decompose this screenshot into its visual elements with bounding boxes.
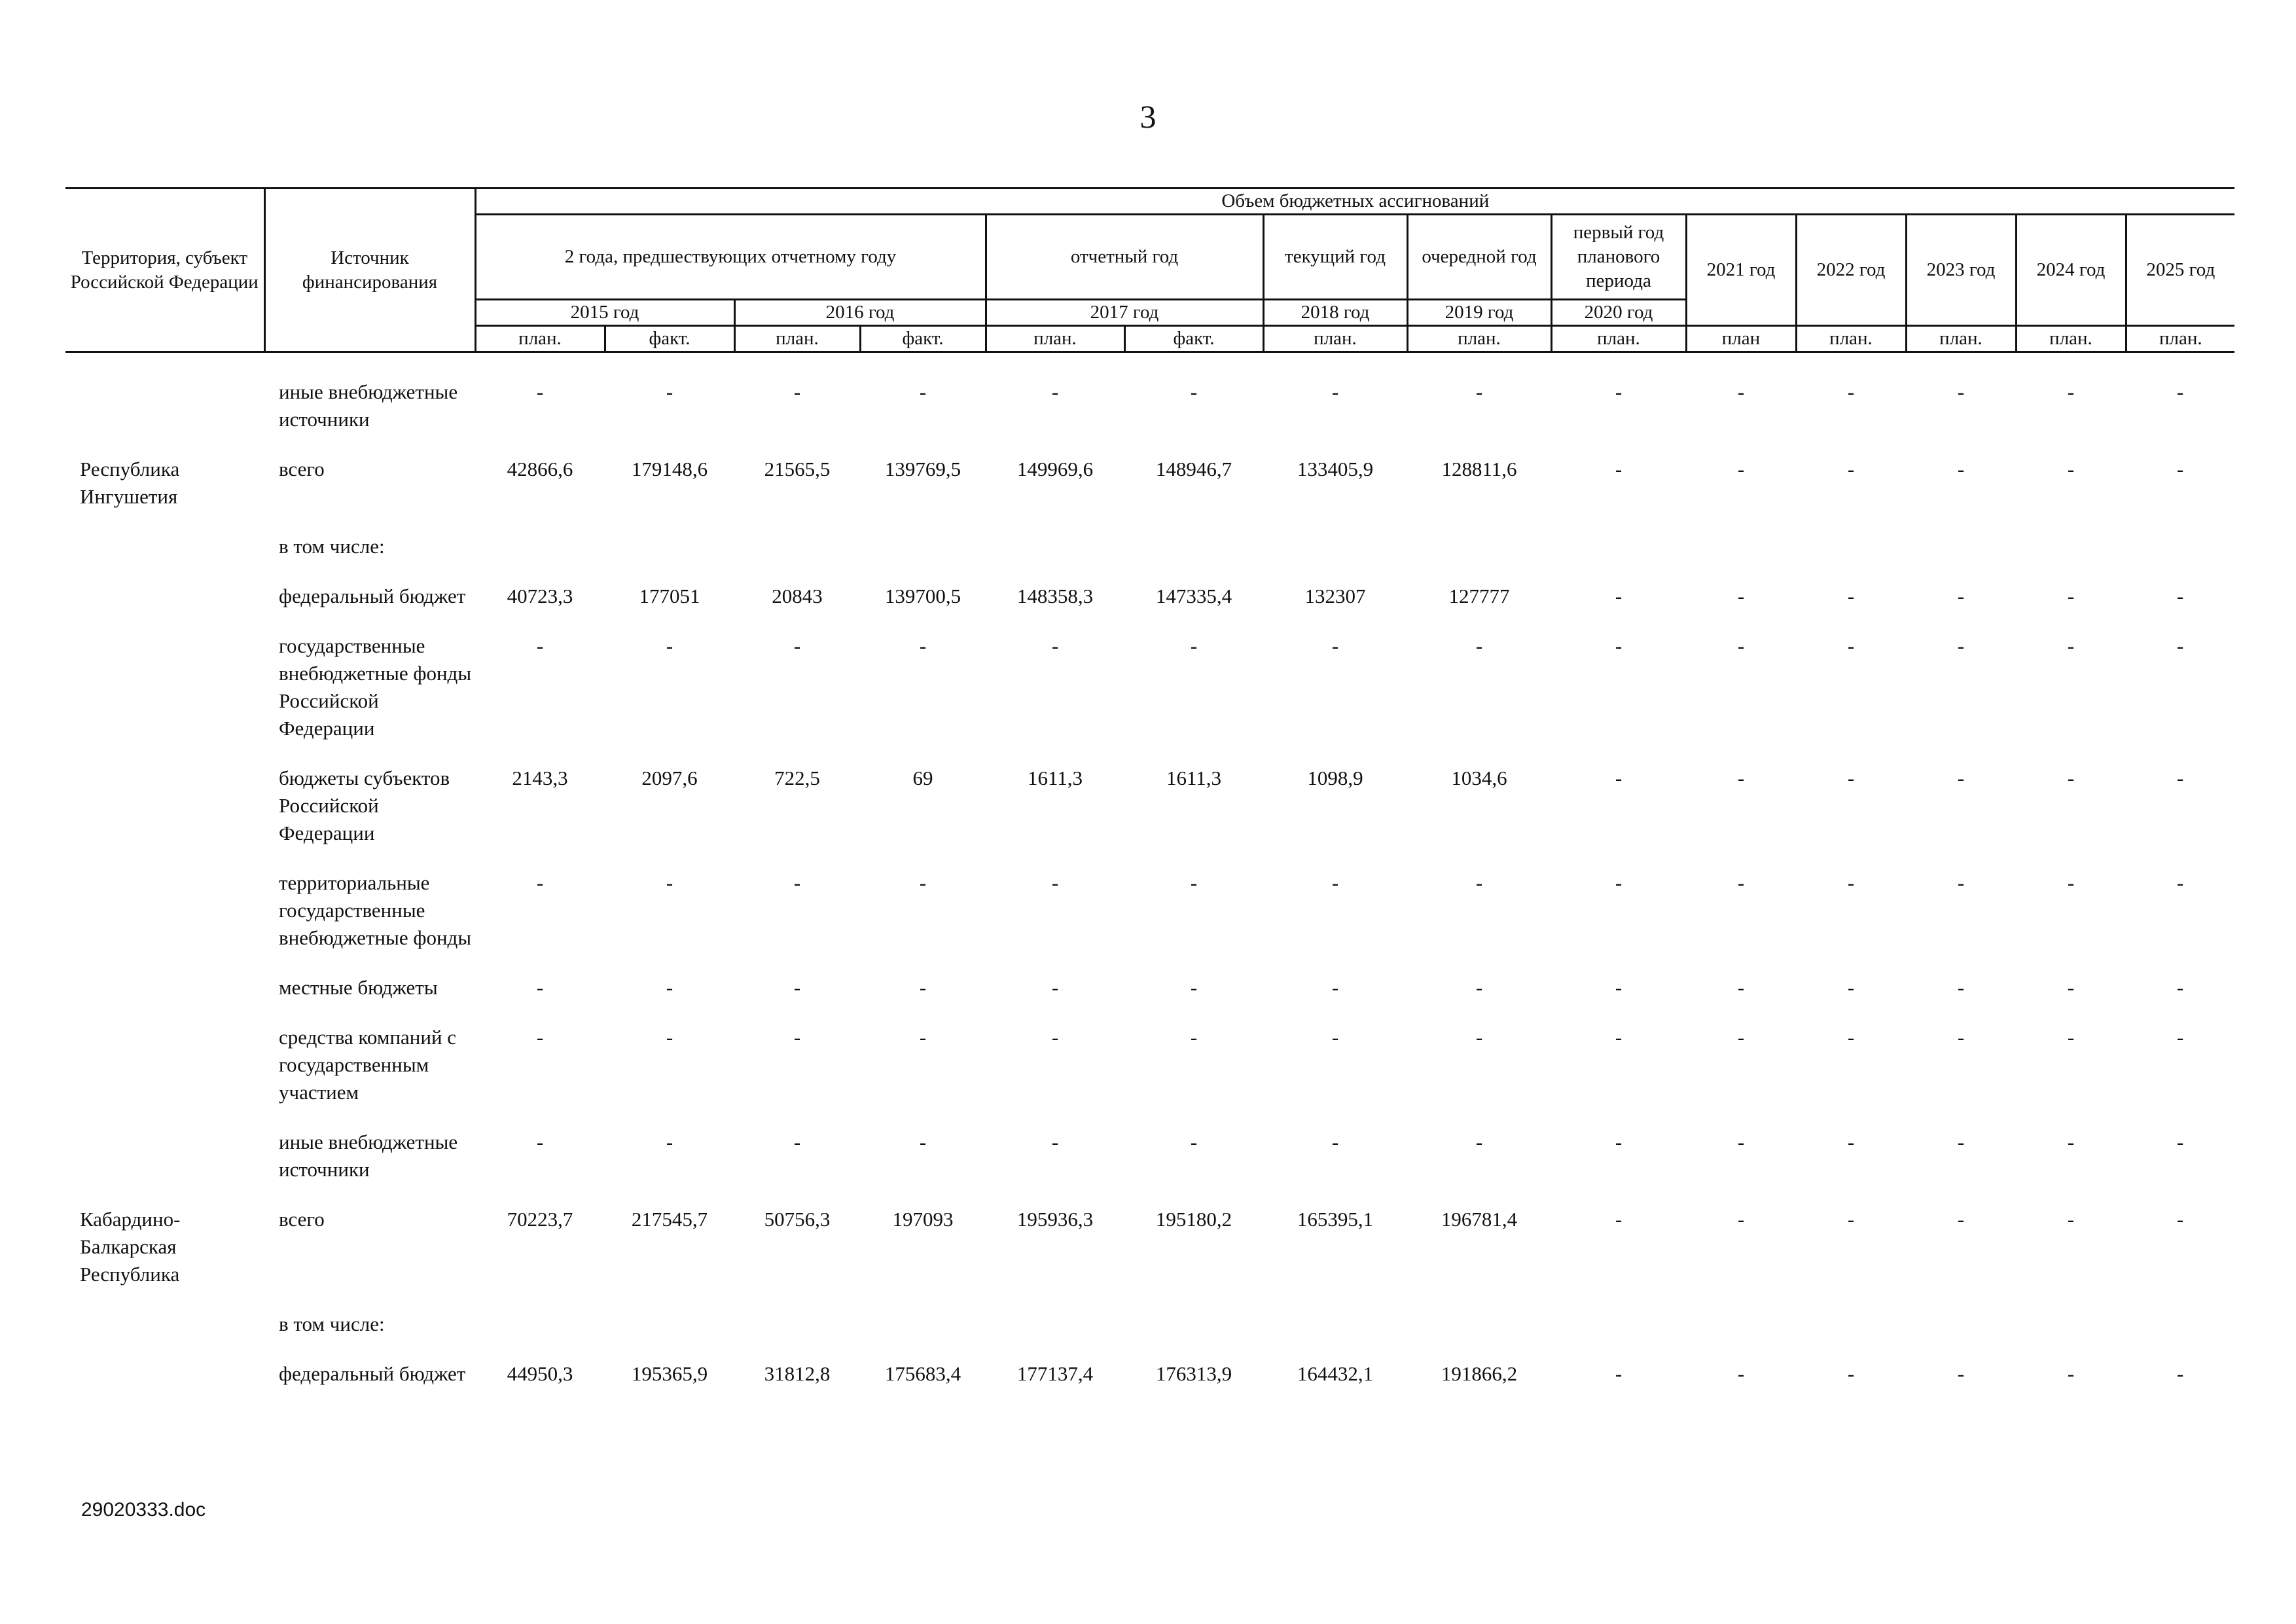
value-cell: 69: [912, 767, 933, 789]
header-reporting-year: отчетный год: [986, 215, 1263, 300]
header-volume: Объем бюджетных ассигнований: [475, 189, 2234, 215]
value-cell: -: [2176, 1362, 2184, 1385]
value-cell: 148946,7: [1155, 458, 1232, 480]
value-cell: -: [1331, 976, 1339, 999]
source-cell: иные внебюджетные источники: [279, 380, 458, 431]
header-sub: план.: [2126, 326, 2234, 352]
row-spacer: [65, 610, 2234, 627]
source-cell: федеральный бюджет: [279, 585, 466, 607]
value-cell: 195365,9: [631, 1362, 708, 1385]
value-cell: -: [1737, 585, 1745, 607]
territory-cell: [65, 528, 264, 560]
value-cell: [2016, 1305, 2126, 1338]
value-cell: -: [2176, 871, 2184, 894]
value-cell: -: [1331, 634, 1339, 657]
header-sub: план: [1686, 326, 1796, 352]
header-first-planning-year: первый год планового периода: [1551, 215, 1686, 300]
value-cell: -: [1737, 976, 1745, 999]
value-cell: -: [2067, 1208, 2075, 1231]
value-cell: 197093: [892, 1208, 954, 1231]
value-cell: 1098,9: [1307, 767, 1363, 789]
value-cell: -: [793, 976, 801, 999]
value-cell: [1796, 528, 1906, 560]
value-cell: -: [2067, 380, 2075, 403]
value-cell: [475, 1305, 605, 1338]
table-body: [65, 378, 2234, 1405]
table-header: [65, 187, 2234, 353]
value-cell: [734, 1305, 860, 1338]
value-cell: -: [919, 1130, 927, 1153]
value-cell: -: [1615, 1362, 1623, 1385]
header-territory: Территория, субъект Российской Федерации: [65, 189, 264, 352]
value-cell: -: [2067, 458, 2075, 480]
value-cell: [1906, 1305, 2016, 1338]
value-cell: -: [1615, 634, 1623, 657]
value-cell: 139769,5: [884, 458, 961, 480]
value-cell: -: [1737, 1362, 1745, 1385]
value-cell: [1407, 528, 1551, 560]
value-cell: -: [1051, 1130, 1059, 1153]
value-cell: 2097,6: [641, 767, 698, 789]
value-cell: -: [2067, 585, 2075, 607]
value-cell: [605, 1305, 734, 1338]
value-cell: 132307: [1304, 585, 1366, 607]
territory-cell: [65, 1123, 264, 1183]
value-cell: -: [919, 634, 927, 657]
value-cell: -: [1615, 1130, 1623, 1153]
value-cell: -: [1957, 634, 1965, 657]
value-cell: -: [2176, 1026, 2184, 1049]
value-cell: 176313,9: [1155, 1362, 1232, 1385]
row-spacer-cell: [65, 1288, 2234, 1305]
value-cell: -: [1615, 458, 1623, 480]
value-cell: 44950,3: [507, 1362, 573, 1385]
value-cell: -: [1737, 634, 1745, 657]
value-cell: 20843: [772, 585, 823, 607]
header-sub: план.: [1796, 326, 1906, 352]
value-cell: -: [1957, 767, 1965, 789]
source-cell: бюджеты субъектов Российской Федерации: [279, 767, 450, 844]
value-cell: -: [1847, 1130, 1855, 1153]
value-cell: [1551, 1305, 1686, 1338]
table-row: [65, 1355, 2234, 1388]
value-cell: -: [1737, 1130, 1745, 1153]
row-spacer: [65, 1183, 2234, 1200]
value-cell: -: [1331, 380, 1339, 403]
value-cell: -: [793, 380, 801, 403]
value-cell: -: [1847, 634, 1855, 657]
value-cell: 70223,7: [507, 1208, 573, 1231]
value-cell: -: [1847, 458, 1855, 480]
territory-cell: [65, 1355, 264, 1388]
row-spacer: [65, 1338, 2234, 1355]
value-cell: -: [1475, 380, 1483, 403]
header-sub: факт.: [605, 326, 734, 352]
header-2015: 2015 год: [475, 300, 734, 326]
header-2025: 2025 год: [2126, 215, 2234, 326]
value-cell: 149969,6: [1016, 458, 1094, 480]
value-cell: -: [1847, 380, 1855, 403]
value-cell: [986, 528, 1124, 560]
row-spacer: [65, 847, 2234, 864]
header-sub: план.: [1551, 326, 1686, 352]
source-cell: в том числе:: [279, 535, 385, 558]
value-cell: -: [1615, 1026, 1623, 1049]
value-cell: [1263, 1305, 1407, 1338]
value-cell: 195936,3: [1016, 1208, 1094, 1231]
header-2020: 2020 год: [1551, 300, 1686, 326]
header-2017: 2017 год: [986, 300, 1263, 326]
value-cell: 196781,4: [1441, 1208, 1518, 1231]
row-spacer-cell: [65, 610, 2234, 627]
value-cell: [734, 528, 860, 560]
table-row: [65, 864, 2234, 952]
value-cell: 2143,3: [512, 767, 568, 789]
row-spacer: [65, 511, 2234, 528]
row-spacer-cell: [65, 1183, 2234, 1200]
table-row: [65, 577, 2234, 610]
value-cell: -: [1957, 380, 1965, 403]
value-cell: -: [1737, 1208, 1745, 1231]
value-cell: 164432,1: [1297, 1362, 1374, 1385]
value-cell: [860, 1305, 986, 1338]
value-cell: -: [1847, 871, 1855, 894]
value-cell: -: [2176, 585, 2184, 607]
value-cell: [1906, 528, 2016, 560]
value-cell: -: [1737, 1026, 1745, 1049]
value-cell: -: [666, 976, 673, 999]
value-cell: 31812,8: [764, 1362, 831, 1385]
table-row: [65, 969, 2234, 1001]
territory-cell: [65, 969, 264, 1001]
value-cell: -: [1737, 767, 1745, 789]
value-cell: 148358,3: [1016, 585, 1094, 607]
value-cell: -: [2067, 634, 2075, 657]
value-cell: -: [666, 634, 673, 657]
header-2022: 2022 год: [1796, 215, 1906, 326]
value-cell: -: [536, 871, 544, 894]
value-cell: -: [1615, 767, 1623, 789]
value-cell: 217545,7: [631, 1208, 708, 1231]
value-cell: -: [1847, 1362, 1855, 1385]
header-2016: 2016 год: [734, 300, 986, 326]
value-cell: [475, 528, 605, 560]
value-cell: -: [1615, 585, 1623, 607]
value-cell: -: [1957, 1208, 1965, 1231]
value-cell: 165395,1: [1297, 1208, 1374, 1231]
header-next-year: очередной год: [1407, 215, 1551, 300]
header-2023: 2023 год: [1906, 215, 2016, 326]
value-cell: -: [536, 1130, 544, 1153]
value-cell: -: [1957, 585, 1965, 607]
value-cell: [1407, 1305, 1551, 1338]
value-cell: -: [919, 1026, 927, 1049]
value-cell: -: [2067, 976, 2075, 999]
value-cell: -: [793, 871, 801, 894]
value-cell: -: [2067, 767, 2075, 789]
source-cell: в том числе:: [279, 1312, 385, 1335]
table-row: [65, 1019, 2234, 1106]
row-spacer-cell: [65, 1001, 2234, 1019]
source-cell: иные внебюджетные источники: [279, 1130, 458, 1181]
table-row: [65, 627, 2234, 742]
value-cell: [1796, 1305, 1906, 1338]
value-cell: 177137,4: [1016, 1362, 1094, 1385]
value-cell: [860, 528, 986, 560]
row-spacer: [65, 1106, 2234, 1123]
territory-cell: [65, 627, 264, 742]
value-cell: -: [1737, 871, 1745, 894]
value-cell: -: [666, 871, 673, 894]
value-cell: -: [919, 976, 927, 999]
value-cell: 722,5: [774, 767, 820, 789]
territory-cell: Республика Ингушетия: [80, 458, 180, 508]
value-cell: 179148,6: [631, 458, 708, 480]
header-sub: план.: [475, 326, 605, 352]
source-cell: всего: [279, 458, 325, 480]
value-cell: 1034,6: [1451, 767, 1507, 789]
value-cell: -: [1737, 458, 1745, 480]
row-spacer-cell: [65, 511, 2234, 528]
value-cell: -: [1847, 585, 1855, 607]
value-cell: 42866,6: [507, 458, 573, 480]
header-2019: 2019 год: [1407, 300, 1551, 326]
value-cell: -: [1475, 1026, 1483, 1049]
value-cell: -: [1957, 458, 1965, 480]
value-cell: -: [1190, 1026, 1198, 1049]
value-cell: -: [1331, 1130, 1339, 1153]
territory-cell: [65, 378, 264, 433]
header-sub: факт.: [1124, 326, 1263, 352]
value-cell: -: [666, 380, 673, 403]
header-sub: план.: [1263, 326, 1407, 352]
table-row: [65, 378, 2234, 433]
row-spacer: [65, 1001, 2234, 1019]
value-cell: -: [919, 380, 927, 403]
value-cell: -: [1957, 1026, 1965, 1049]
value-cell: [1124, 1305, 1263, 1338]
table-row: [65, 450, 2234, 511]
value-cell: -: [2176, 458, 2184, 480]
header-sub: план.: [734, 326, 860, 352]
value-cell: -: [2067, 1362, 2075, 1385]
row-spacer-cell: [65, 1388, 2234, 1405]
territory-cell: [65, 1305, 264, 1338]
value-cell: 128811,6: [1441, 458, 1517, 480]
row-spacer-cell: [65, 742, 2234, 759]
row-spacer-cell: [65, 1106, 2234, 1123]
table-row: [65, 759, 2234, 847]
value-cell: -: [1190, 976, 1198, 999]
header-sub: план.: [1906, 326, 2016, 352]
value-cell: [986, 1305, 1124, 1338]
value-cell: -: [536, 976, 544, 999]
value-cell: [2126, 1305, 2234, 1338]
value-cell: -: [2176, 767, 2184, 789]
value-cell: [2126, 528, 2234, 560]
value-cell: -: [2176, 380, 2184, 403]
header-sub: план.: [986, 326, 1124, 352]
value-cell: -: [1190, 380, 1198, 403]
row-spacer: [65, 433, 2234, 450]
value-cell: -: [2067, 871, 2075, 894]
value-cell: 133405,9: [1297, 458, 1374, 480]
value-cell: -: [1957, 1130, 1965, 1153]
value-cell: -: [1475, 1130, 1483, 1153]
table-row: [65, 1305, 2234, 1338]
source-cell: федеральный бюджет: [279, 1362, 466, 1385]
table-row: [65, 1123, 2234, 1183]
value-cell: [1686, 1305, 1796, 1338]
row-spacer: [65, 952, 2234, 969]
value-cell: -: [793, 1026, 801, 1049]
value-cell: -: [1190, 871, 1198, 894]
row-spacer-cell: [65, 1338, 2234, 1355]
header-source: Источник финансирования: [264, 189, 475, 352]
territory-cell: [65, 577, 264, 610]
value-cell: -: [919, 871, 927, 894]
value-cell: -: [1615, 871, 1623, 894]
value-cell: -: [1331, 871, 1339, 894]
value-cell: 127777: [1448, 585, 1510, 607]
value-cell: -: [1475, 634, 1483, 657]
source-cell: всего: [279, 1208, 325, 1231]
value-cell: -: [666, 1130, 673, 1153]
territory-cell: Кабардино-Балкарская Республика: [80, 1208, 181, 1286]
header-2018: 2018 год: [1263, 300, 1407, 326]
header-2021: 2021 год: [1686, 215, 1796, 326]
row-spacer: [65, 1388, 2234, 1405]
header-current-year: текущий год: [1263, 215, 1407, 300]
value-cell: -: [2176, 634, 2184, 657]
row-spacer-cell: [65, 952, 2234, 969]
value-cell: -: [2067, 1026, 2075, 1049]
value-cell: -: [1737, 380, 1745, 403]
value-cell: 147335,4: [1155, 585, 1232, 607]
value-cell: [1263, 528, 1407, 560]
value-cell: 191866,2: [1441, 1362, 1518, 1385]
value-cell: -: [1957, 976, 1965, 999]
row-spacer: [65, 1288, 2234, 1305]
footer-document-code: 29020333.doc: [81, 1499, 206, 1521]
territory-cell: [65, 759, 264, 847]
value-cell: -: [1615, 1208, 1623, 1231]
header-sub: план.: [2016, 326, 2126, 352]
header-sub: план.: [1407, 326, 1551, 352]
value-cell: -: [793, 1130, 801, 1153]
value-cell: [2016, 528, 2126, 560]
value-cell: -: [1615, 976, 1623, 999]
value-cell: -: [1051, 634, 1059, 657]
value-cell: -: [2067, 1130, 2075, 1153]
header-two-years: 2 года, предшествующих отчетному году: [475, 215, 986, 300]
value-cell: -: [1847, 976, 1855, 999]
row-spacer: [65, 560, 2234, 577]
table-row: [65, 528, 2234, 560]
value-cell: 139700,5: [884, 585, 961, 607]
value-cell: [1551, 528, 1686, 560]
header-sub: факт.: [860, 326, 986, 352]
page-number: 3: [1139, 98, 1157, 135]
value-cell: -: [2176, 1208, 2184, 1231]
value-cell: -: [1331, 1026, 1339, 1049]
value-cell: 195180,2: [1155, 1208, 1232, 1231]
value-cell: -: [1051, 976, 1059, 999]
value-cell: -: [1847, 1208, 1855, 1231]
value-cell: -: [1190, 1130, 1198, 1153]
row-spacer-cell: [65, 433, 2234, 450]
value-cell: -: [2176, 976, 2184, 999]
value-cell: -: [1957, 871, 1965, 894]
value-cell: -: [536, 634, 544, 657]
row-spacer-cell: [65, 847, 2234, 864]
value-cell: -: [1847, 767, 1855, 789]
value-cell: 1611,3: [1027, 767, 1083, 789]
value-cell: -: [536, 380, 544, 403]
value-cell: -: [1051, 1026, 1059, 1049]
value-cell: -: [1475, 871, 1483, 894]
value-cell: [1686, 528, 1796, 560]
table-row: [65, 1200, 2234, 1288]
source-cell: средства компаний с государственным участием: [279, 1026, 457, 1104]
value-cell: [1124, 528, 1263, 560]
row-spacer-cell: [65, 560, 2234, 577]
value-cell: 177051: [639, 585, 700, 607]
value-cell: -: [1190, 634, 1198, 657]
territory-cell: [65, 1019, 264, 1106]
value-cell: -: [1051, 380, 1059, 403]
value-cell: 21565,5: [764, 458, 831, 480]
value-cell: -: [793, 634, 801, 657]
value-cell: -: [536, 1026, 544, 1049]
territory-cell: [65, 864, 264, 952]
value-cell: 175683,4: [884, 1362, 961, 1385]
value-cell: -: [1957, 1362, 1965, 1385]
value-cell: -: [1847, 1026, 1855, 1049]
value-cell: 1611,3: [1166, 767, 1222, 789]
value-cell: 40723,3: [507, 585, 573, 607]
header-2024: 2024 год: [2016, 215, 2126, 326]
value-cell: -: [2176, 1130, 2184, 1153]
value-cell: 50756,3: [764, 1208, 831, 1231]
value-cell: -: [1615, 380, 1623, 403]
source-cell: территориальные государственные внебюджетные фонды: [279, 871, 472, 949]
value-cell: -: [1051, 871, 1059, 894]
row-spacer: [65, 742, 2234, 759]
source-cell: государственные внебюджетные фонды Российской Федерации: [279, 634, 472, 740]
value-cell: -: [1475, 976, 1483, 999]
value-cell: -: [666, 1026, 673, 1049]
value-cell: [605, 528, 734, 560]
source-cell: местные бюджеты: [279, 976, 438, 999]
